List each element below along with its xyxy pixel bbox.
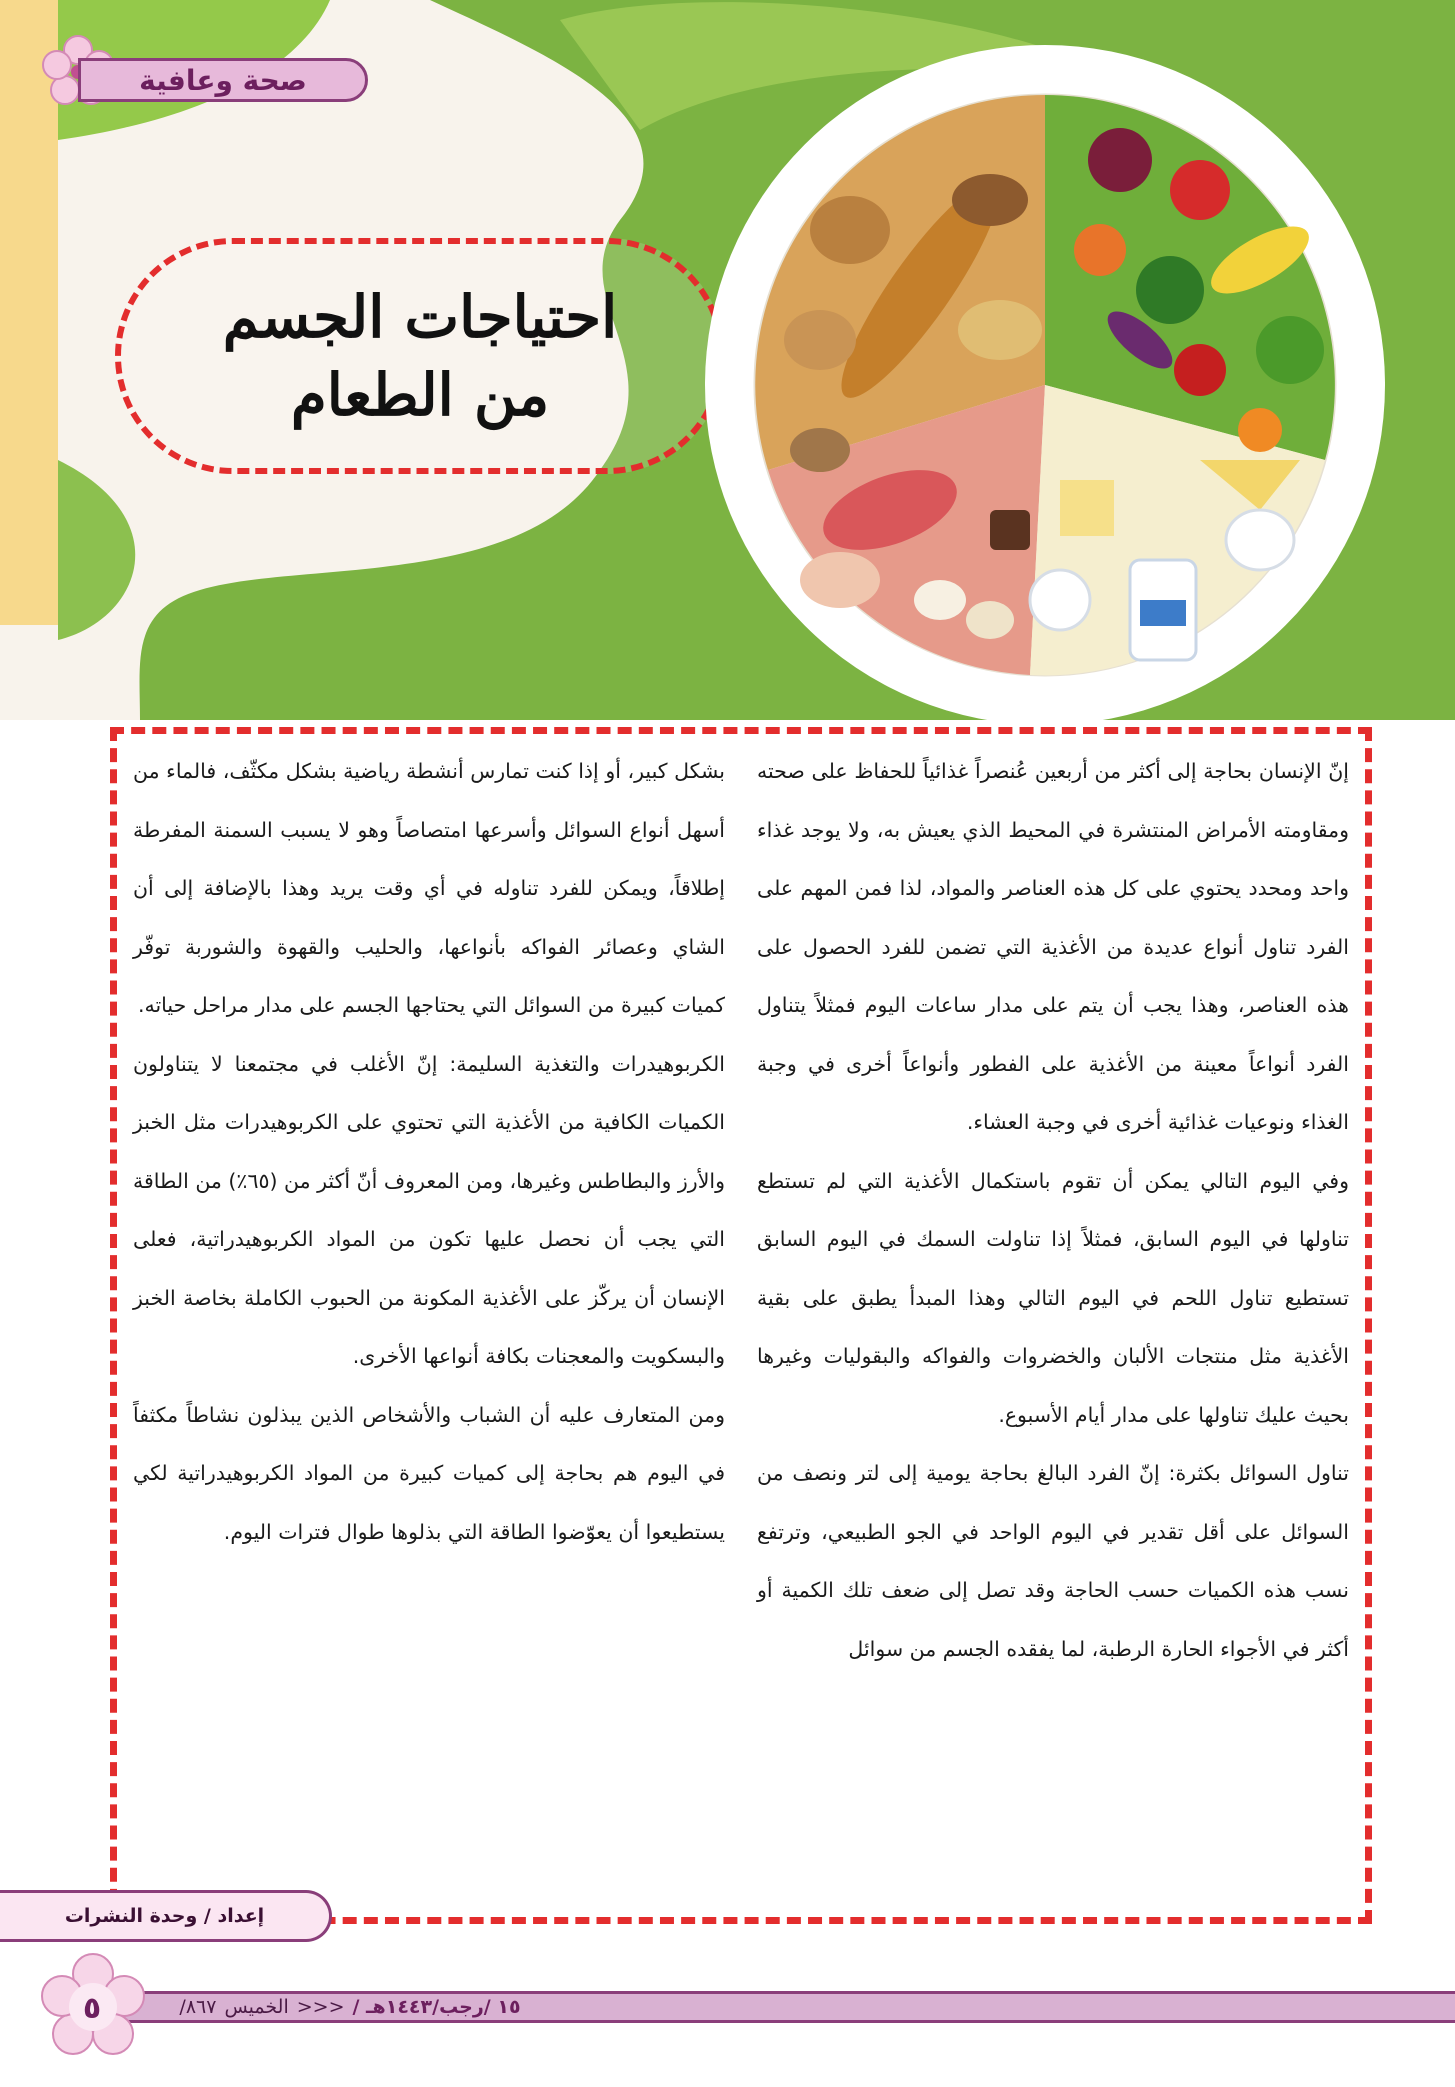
paragraph: الكربوهيدرات والتغذية السليمة: إنّ الأغلب في مجتمعنا لا يتناولون الكميات الكافية من الأغذية التي تحتوي على الكربوهيدرات مثل الخبز والأرز والبطاطس وغيرها، ومن المعروف أنّ أكثر من (٦٥٪) من الطاقة التي يجب أن نحصل عليها تكون من المواد الكربوهيدراتية، فعلى الإنسان أن يركّز على الأغذية المكونة من الحبوب الكاملة بخاصة الخبز والبسكويت والمعجنات بكافة أنواعها الأخرى.	[133, 1051, 725, 1368]
article-column-right	[757, 742, 1349, 1678]
section-label: صحة وعافية	[139, 63, 307, 97]
paragraph: وفي اليوم التالي يمكن أن تقوم باستكمال الأغذية التي لم تستطع تناولها في اليوم السابق، فمثلاً إذا تناولت السمك في اليوم السابق تستطيع تناول اللحم في اليوم التالي وهذا المبدأ يطبق على بقية الأغذية مثل منتجات الألبان والخضروات والفواكه والبقوليات وغيرها بحيث عليك تناولها على مدار أيام الأسبوع.	[757, 1168, 1349, 1427]
page-number: ٥	[82, 1990, 102, 2026]
footer-date	[130, 1991, 570, 2023]
paragraph: تناول السوائل بكثرة: إنّ الفرد البالغ بحاجة يومية إلى لتر ونصف من السوائل على أقل تقدير في اليوم الواحد في الجو الطبيعي، وترتفع نسب هذه الكميات حسب الحاجة وقد تصل إلى ضعف تلك الكمية أو أكثر في الأجواء الحارة الرطبة، لما يفقده الجسم من سوائل	[757, 1461, 1349, 1661]
weekday: الخميس	[224, 1996, 289, 2018]
credit-text: إعداد / وحدة النشرات	[64, 1905, 265, 1927]
title-box	[115, 238, 725, 474]
paragraph: ومن المتعارف عليه أن الشباب والأشخاص الذين يبذلون نشاطاً مكثفاً في اليوم هم بحاجة إلى كميات كبيرة من المواد الكربوهيدراتية لكي يستطيعوا أن يعوّضوا الطاقة التي بذلوها طوال فترات اليوم.	[133, 1402, 725, 1544]
food-plate-illustration	[700, 40, 1390, 730]
section-tag	[78, 58, 368, 102]
paragraph: بشكل كبير، أو إذا كنت تمارس أنشطة رياضية بشكل مكثّف، فالماء من أسهل أنواع السوائل وأسرعها امتصاصاً وهو لا يسبب السمنة المفرطة إطلاقاً، ويمكن للفرد تناوله في أي وقت يريد وهذا بالإضافة إلى أن الشاي وعصائر الفواكه بأنواعها، والحليب والقهوة والشوربة توفّر كميات كبيرة من السوائل التي يحتاجها الجسم على مدار مراحل حياته.	[133, 759, 725, 1017]
article-column-left	[133, 742, 725, 1561]
paragraph: إنّ الإنسان بحاجة إلى أكثر من أربعين عُنصراً غذائياً للحفاظ على صحته ومقاومته الأمراض المنتشرة في المحيط الذي يعيش به، ولا يوجد غذاء واحد ومحدد يحتوي على كل هذه العناصر والمواد، لذا فمن المهم على الفرد تناول أنواع عديدة من الأغذية التي تضمن للفرد الحصول على هذه العناصر، وهذا يجب أن يتم على مدار ساعات اليوم فمثلاً يتناول الفرد أنواعاً معينة من الأغذية على الفطور وأنواعاً أخرى في وجبة الغذاء ونوعيات غذائية أخرى في وجبة العشاء.	[757, 759, 1349, 1134]
issue-number: ٨٦٧/	[179, 1996, 217, 2018]
credit-tag	[0, 1890, 332, 1942]
title-line-1: احتياجات الجسم	[222, 282, 618, 351]
hijri-date: ١٥ /رجب/١٤٤٣هـ /	[352, 1996, 521, 2018]
title-line-2: من الطعام	[290, 361, 550, 429]
footer-separator: <<<	[296, 1996, 345, 2018]
